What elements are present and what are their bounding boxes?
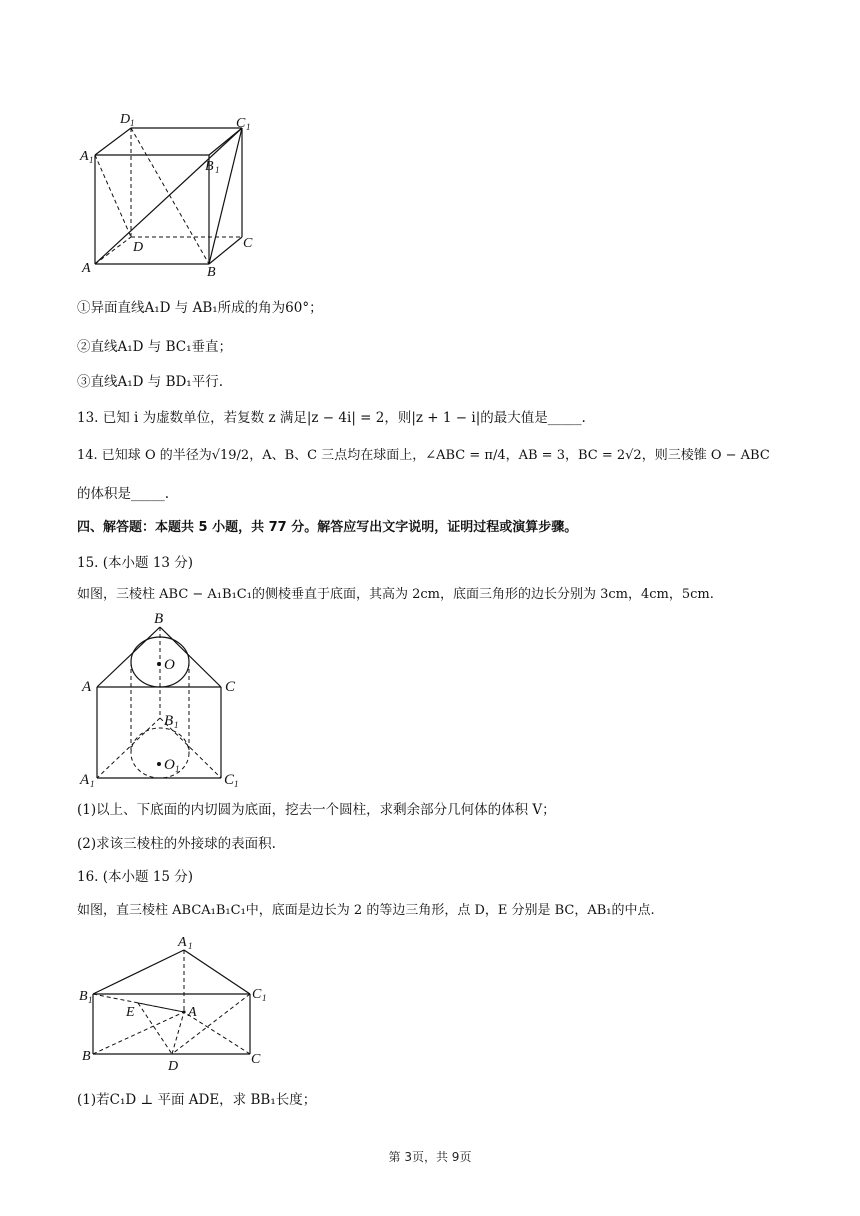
label-C1: C <box>224 772 235 788</box>
tri-prism-figure <box>78 932 278 1072</box>
label-A1-sub: 1 <box>90 779 95 789</box>
label-A: A <box>188 1005 197 1020</box>
label-C1: C <box>236 116 246 131</box>
label-B1-sub: 1 <box>174 720 179 730</box>
label-B: B <box>154 611 164 627</box>
q13-text: 13. 已知 i 为虚数单位，若复数 z 满足|z − 4i| = 2，则|z + 1 − i|的最大值是_____. <box>77 410 586 426</box>
label-D1: D <box>120 112 131 127</box>
label-A: A <box>82 261 91 276</box>
page-footer: 第 3页，共 9页 <box>388 1150 472 1164</box>
q15-part-1: (1)以上、下底面的内切圆为底面，挖去一个圆柱，求剩余部分几何体的体积 V； <box>77 802 556 818</box>
label-A1-sub: 1 <box>89 155 94 165</box>
label-C: C <box>251 1052 261 1067</box>
q16-part-1: (1)若C₁D ⊥ 平面 ADE，求 BB₁长度； <box>77 1092 317 1108</box>
label-C: C <box>243 236 253 251</box>
label-C1-sub: 1 <box>246 122 251 132</box>
label-B1-sub: 1 <box>88 995 93 1005</box>
q14-line-2: 的体积是_____. <box>77 486 170 502</box>
label-E: E <box>126 1005 135 1020</box>
label-O: O <box>164 657 175 673</box>
label-B1: B <box>205 159 214 174</box>
label-A1-sub: 1 <box>188 941 193 951</box>
section-4-heading: 四、解答题：本题共 5 小题，共 77 分。解答应写出文字说明，证明过程或演算步骤。 <box>77 520 578 535</box>
label-B: B <box>82 1049 91 1064</box>
label-B: B <box>207 265 216 280</box>
label-C1-sub: 1 <box>262 993 267 1003</box>
label-B1-sub: 1 <box>215 165 220 175</box>
q15-part-2: (2)求该三棱柱的外接球的表面积. <box>77 836 276 852</box>
label-A1: A <box>80 149 89 164</box>
cube-figure <box>78 108 268 280</box>
label-B1: B <box>164 713 174 729</box>
prism-figure <box>78 610 248 792</box>
label-A1: A <box>80 772 90 788</box>
label-D1-sub: 1 <box>130 118 135 128</box>
q15-text: 如图，三棱柱 ABC − A₁B₁C₁的侧棱垂直于底面，其高为 2cm，底面三角形的边长分别为 3cm，4cm，5cm. <box>77 587 714 602</box>
q16-text: 如图，直三棱柱 ABCA₁B₁C₁中，底面是边长为 2 的等边三角形，点 D，E 分别是 BC，AB₁的中点. <box>77 903 655 918</box>
label-O1-sub: 1 <box>175 764 180 774</box>
q12-item-2: ②直线A₁D 与 BC₁垂直； <box>77 339 232 355</box>
q12-item-3: ③直线A₁D 与 BD₁平行. <box>77 374 224 390</box>
label-C1-sub: 1 <box>234 779 239 789</box>
label-A: A <box>82 679 92 695</box>
q16-heading: 16. (本小题 15 分) <box>77 869 194 885</box>
label-B1: B <box>79 989 88 1004</box>
label-D: D <box>168 1059 179 1072</box>
label-D: D <box>133 240 144 255</box>
q14-line-1: 14. 已知球 O 的半径为√19/2，A、B、C 三点均在球面上，∠ABC = π/4，AB = 3，BC = 2√2，则三棱锥 O − ABC <box>77 448 770 463</box>
label-C: C <box>225 679 236 695</box>
label-A1: A <box>178 935 187 950</box>
label-C1: C <box>252 987 262 1002</box>
q15-heading: 15. (本小题 13 分) <box>77 555 194 571</box>
label-O1: O <box>164 757 175 773</box>
q12-item-1: ①异面直线A₁D 与 AB₁所成的角为60°； <box>77 300 323 316</box>
